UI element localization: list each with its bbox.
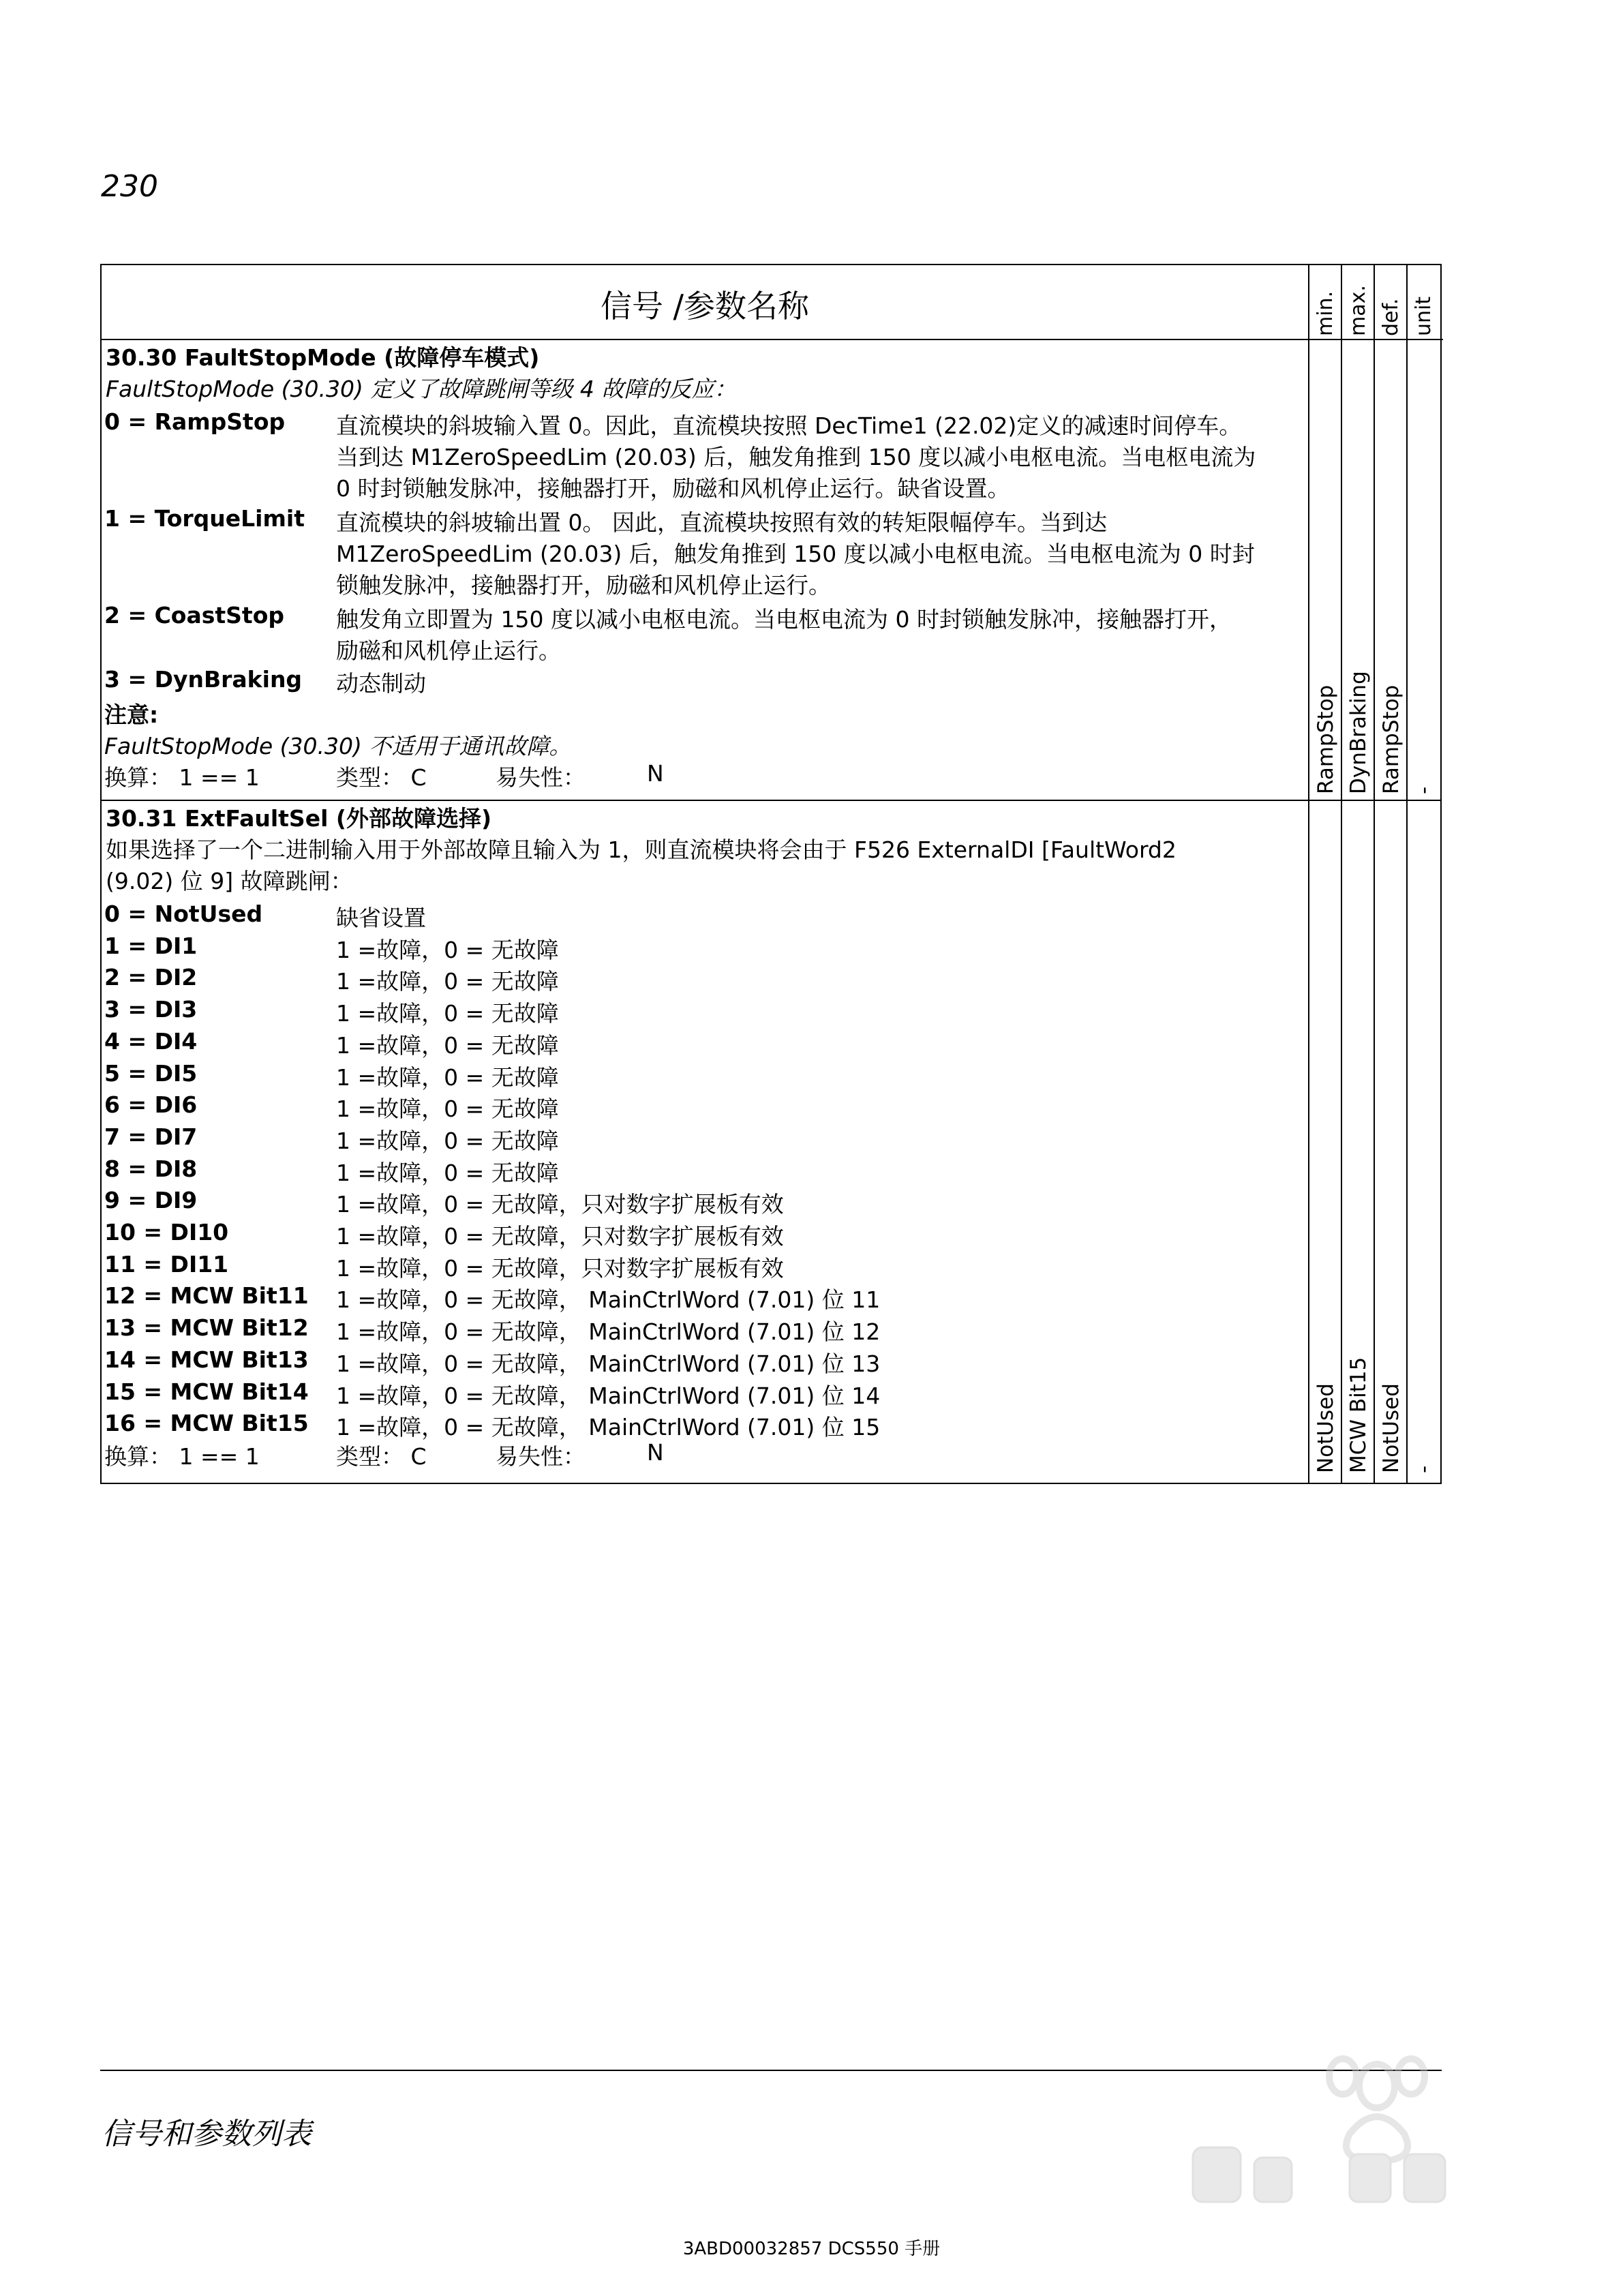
option-desc: 触发角立即置为 150 度以减小电枢电流。当电枢电流为 0 时封锁触发脉冲，接触器打开， — [336, 606, 1232, 633]
param-intro: FaultStopMode (30.30) 定义了故障跳闸等级 4 故障的反应： — [106, 376, 737, 402]
volatility-label: 易失性： — [496, 764, 586, 791]
option-desc: 1 =故障，0 = 无故障 — [336, 1000, 559, 1027]
option-desc: 动态制动 — [336, 670, 426, 697]
option-desc: 1 =故障，0 = 无故障 — [336, 1160, 559, 1186]
table-header — [102, 265, 1443, 340]
option-code: 10 = DI10 — [104, 1219, 229, 1245]
param-intro: (9.02) 位 9] 故障跳闸： — [106, 868, 353, 894]
option-desc: 1 =故障，0 = 无故障 — [336, 968, 559, 995]
type: 类型： C — [336, 1443, 427, 1470]
option-desc: 1 =故障，0 = 无故障， MainCtrlWord (7.01) 位 11 — [336, 1286, 881, 1313]
column-header-min: min. — [1314, 290, 1337, 336]
option-desc: 直流模块的斜坡输入置 0。因此，直流模块按照 DecTime1 (22.02)定义的减速时间停车。 — [336, 412, 1242, 439]
def-value: RampStop — [1379, 684, 1404, 794]
column-divider — [1374, 265, 1375, 1483]
volatility-value: N — [647, 1439, 664, 1466]
option-code: 3 = DI3 — [104, 996, 198, 1023]
option-desc: 1 =故障，0 = 无故障 — [336, 937, 559, 963]
option-desc: 励磁和风机停止运行。 — [336, 637, 561, 664]
option-desc: 1 =故障，0 = 无故障， MainCtrlWord (7.01) 位 12 — [336, 1318, 881, 1345]
table-title: 信号 /参数名称 — [600, 288, 810, 324]
option-code: 1 = DI1 — [104, 933, 198, 959]
option-code: 14 = MCW Bit13 — [104, 1346, 309, 1373]
footer-doc-id: 3ABD00032857 DCS550 手册 — [682, 2239, 941, 2259]
option-desc: 1 =故障，0 = 无故障， MainCtrlWord (7.01) 位 15 — [336, 1414, 881, 1440]
option-desc: 1 =故障，0 = 无故障 — [336, 1096, 559, 1122]
option-code: 0 = NotUsed — [104, 901, 263, 927]
scaling: 换算： 1 == 1 — [104, 1443, 260, 1470]
option-code: 6 = DI6 — [104, 1091, 198, 1118]
option-code: 0 = RampStop — [104, 408, 286, 435]
option-code: 2 = DI2 — [104, 964, 198, 991]
option-code: 1 = TorqueLimit — [104, 505, 305, 532]
column-divider — [1308, 265, 1309, 1483]
option-desc: 1 =故障，0 = 无故障 — [336, 1032, 559, 1059]
option-desc: 1 =故障，0 = 无故障， MainCtrlWord (7.01) 位 13 — [336, 1350, 881, 1377]
footer-section-title: 信号和参数列表 — [102, 2117, 312, 2151]
option-desc: 锁触发脉冲，接触器打开，励磁和风机停止运行。 — [336, 572, 831, 599]
option-desc: 1 =故障，0 = 无故障 — [336, 1128, 559, 1154]
option-desc: 1 =故障，0 = 无故障，只对数字扩展板有效 — [336, 1255, 784, 1282]
option-desc: 1 =故障，0 = 无故障， MainCtrlWord (7.01) 位 14 — [336, 1383, 881, 1409]
option-code: 16 = MCW Bit15 — [104, 1410, 309, 1436]
option-code: 15 = MCW Bit14 — [104, 1378, 309, 1405]
option-code: 4 = DI4 — [104, 1028, 198, 1055]
option-code: 7 = DI7 — [104, 1123, 198, 1150]
min-value: RampStop — [1314, 684, 1338, 794]
option-code: 13 = MCW Bit12 — [104, 1314, 309, 1341]
volatility-value: N — [647, 760, 664, 787]
option-code: 8 = DI8 — [104, 1155, 198, 1182]
param-id-name — [106, 344, 539, 372]
column-header-max: max. — [1346, 285, 1370, 336]
volatility-label: 易失性： — [496, 1443, 586, 1470]
option-code: 9 = DI9 — [104, 1187, 198, 1213]
column-header-def: def. — [1379, 298, 1403, 336]
option-code: 3 = DynBraking — [104, 666, 303, 693]
option-code: 12 = MCW Bit11 — [104, 1282, 309, 1309]
max-value: DynBraking — [1346, 671, 1371, 794]
option-desc: 直流模块的斜坡输出置 0。 因此，直流模块按照有效的转矩限幅停车。当到达 — [336, 509, 1107, 536]
option-desc: M1ZeroSpeedLim (20.03) 后，触发角推到 150 度以减小电枢电流。当电枢电流为 0 时封 — [336, 541, 1255, 567]
param-intro: 如果选择了一个二进制输入用于外部故障且输入为 1，则直流模块将会由于 F526 ExternalDI [FaultWord2 — [106, 836, 1177, 863]
min-value: NotUsed — [1314, 1383, 1338, 1473]
watermark-logo — [1179, 2045, 1534, 2250]
option-code: 11 = DI11 — [104, 1251, 229, 1278]
unit-value: - — [1412, 1465, 1436, 1473]
unit-value: - — [1412, 786, 1436, 794]
max-value: MCW Bit15 — [1346, 1357, 1371, 1473]
page-number: 230 — [101, 169, 158, 204]
note-label: 注意: — [104, 701, 159, 728]
scaling: 换算： 1 == 1 — [104, 764, 260, 791]
param-heading: 30.30 FaultStopMode (故障停车模式) — [106, 344, 540, 371]
option-code: 5 = DI5 — [104, 1060, 198, 1087]
column-divider — [1341, 265, 1342, 1483]
option-desc: 当到达 M1ZeroSpeedLim (20.03) 后，触发角推到 150 度以减小电枢电流。当电枢电流为 — [336, 444, 1256, 470]
row-divider — [102, 800, 1440, 801]
option-desc: 缺省设置 — [336, 905, 426, 931]
option-desc: 1 =故障，0 = 无故障 — [336, 1064, 559, 1091]
column-divider — [1406, 265, 1408, 1483]
type: 类型： C — [336, 764, 427, 791]
option-code: 2 = CoastStop — [104, 602, 284, 629]
param-heading: 30.31 ExtFaultSel (外部故障选择) — [106, 805, 492, 832]
note-text: FaultStopMode (30.30) 不适用于通讯故障。 — [104, 733, 572, 759]
parameter-table — [100, 264, 1442, 1484]
option-desc: 1 =故障，0 = 无故障，只对数字扩展板有效 — [336, 1191, 784, 1218]
option-desc: 1 =故障，0 = 无故障，只对数字扩展板有效 — [336, 1223, 784, 1250]
option-desc: 0 时封锁触发脉冲，接触器打开，励磁和风机停止运行。缺省设置。 — [336, 475, 1010, 502]
column-header-unit: unit — [1412, 296, 1436, 336]
def-value: NotUsed — [1379, 1383, 1404, 1473]
